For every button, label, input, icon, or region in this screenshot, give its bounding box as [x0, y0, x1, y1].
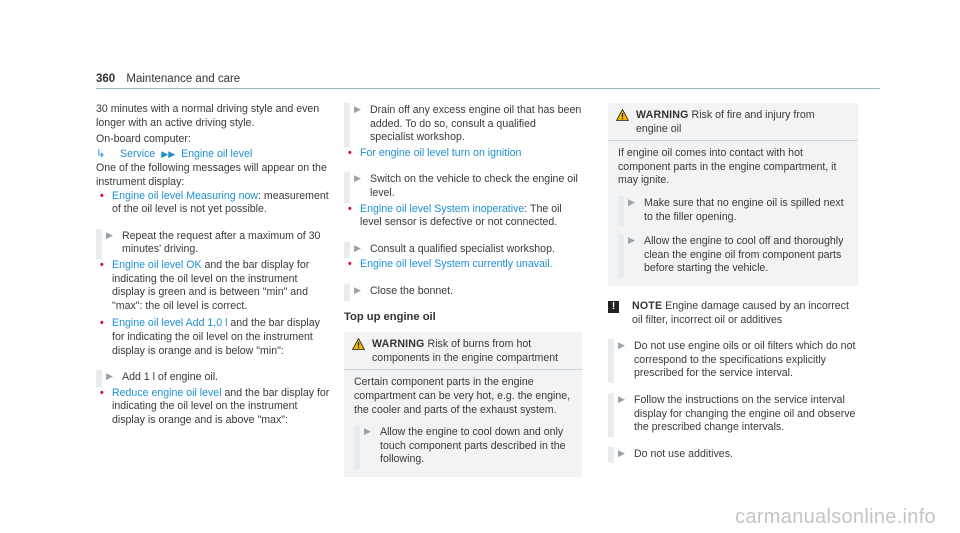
note-title: Engine damage caused by an incorrect oil filter, incorrect oil or additives — [632, 299, 849, 326]
message-description: : The oil level sensor is defective or not connected. — [360, 202, 562, 229]
instruction-step — [344, 242, 582, 259]
warning-triangle-icon — [616, 109, 629, 121]
warning-box — [344, 332, 582, 477]
step-arrow-icon: ▶ — [618, 393, 625, 404]
step-arrow-icon: ▶ — [354, 242, 361, 253]
warning-title: Risk of burns from hot components in the engine compartment — [372, 338, 559, 364]
message-text: Engine oil level Add 1,0 l — [112, 317, 228, 330]
step-text: Allow the engine to cool off and thoroughly clean the engine oil from component parts before starting the vehicle. — [644, 235, 844, 275]
bullet-icon: • — [100, 189, 104, 202]
step-text: Switch on the vehicle to check the engine oil level. — [370, 173, 578, 199]
bullet-icon: • — [100, 386, 104, 399]
paragraph: On-board computer: — [96, 133, 191, 146]
list-item — [344, 147, 582, 161]
bullet-icon: • — [348, 202, 352, 215]
bullet-icon: • — [100, 258, 104, 271]
column-3 — [608, 103, 858, 463]
step-arrow-icon: ▶ — [618, 447, 625, 458]
instruction-step — [344, 172, 582, 202]
instruction-step — [344, 103, 582, 147]
watermark: carmanualsonline.info — [735, 506, 936, 529]
exclamation-icon: ! — [608, 301, 619, 313]
section-heading: Top up engine oil — [344, 310, 436, 323]
step-text: Follow the instructions on the service interval display for changing the engine oil and observe the prescribed change intervals. — [634, 393, 856, 434]
bullet-icon: • — [100, 317, 104, 330]
step-text: Repeat the request after a maximum of 30 minutes' driving. — [122, 229, 321, 256]
warning-text: Certain component parts in the engine compartment can be very hot, e.g. the engine, the cooler and parts of the exhaust system. — [354, 376, 571, 416]
paragraph: 30 minutes with a normal driving style and even longer with an active driving style. — [96, 103, 320, 129]
bullet-icon: • — [348, 146, 352, 159]
warning-body — [608, 141, 858, 286]
step-arrow-icon: ▶ — [106, 371, 113, 382]
warning-body — [344, 370, 582, 477]
instruction-step — [608, 393, 858, 437]
instruction-step — [608, 339, 858, 383]
step-arrow-icon: ▶ — [354, 284, 361, 295]
instruction-step — [618, 196, 848, 226]
warning-box — [608, 103, 858, 286]
menu-item-service[interactable]: Service — [120, 147, 156, 160]
note-box — [608, 300, 858, 327]
list-item — [344, 258, 582, 272]
page-number: 360 — [96, 73, 116, 85]
page-header — [96, 73, 240, 87]
paragraph: One of the following messages will appear on the instrument display: — [96, 162, 327, 188]
warning-header — [608, 103, 858, 141]
step-arrow-icon: ▶ — [106, 229, 113, 240]
list-item — [96, 387, 330, 428]
double-chevron-icon: ▶▶ — [161, 148, 176, 159]
step-arrow-icon: ▶ — [354, 173, 361, 184]
step-arrow-icon: ▶ — [628, 235, 635, 246]
step-text: Do not use additives. — [634, 447, 733, 460]
instruction-step — [344, 284, 582, 301]
step-text: Add 1 l of engine oil. — [122, 371, 219, 384]
menu-item-engine-oil-level[interactable]: Engine oil level — [181, 147, 253, 160]
step-arrow-icon: ▶ — [628, 196, 635, 207]
instruction-step — [618, 234, 848, 278]
note-keyword: NOTE — [632, 299, 663, 312]
step-arrow-icon: ▶ — [354, 104, 361, 114]
message-text: Engine oil level System currently unavail. — [360, 258, 553, 271]
message-description: and the bar display for indicating the oil level on the instrument display is orange and is below "min": — [112, 317, 320, 357]
message-text: Reduce engine oil level — [112, 386, 222, 399]
message-description: : measurement of the oil level is not yet possible. — [112, 189, 329, 216]
warning-keyword: WARNING — [372, 338, 425, 351]
warning-triangle-icon — [352, 338, 365, 350]
step-text: Allow the engine to cool down and only touch component parts described in the following. — [380, 426, 566, 466]
step-text: Drain off any excess engine oil that has been added. To do so, consult a qualified specialist workshop. — [370, 104, 582, 144]
message-description: and the bar display for indicating the oil level on the instrument display is green and is between "min" and "max": the oil level is correct. — [112, 258, 310, 312]
bullet-icon: • — [348, 258, 352, 271]
column-2 — [344, 103, 582, 477]
warning-keyword: WARNING — [636, 109, 689, 121]
list-item — [96, 190, 330, 217]
instruction-step — [96, 229, 330, 259]
column-1 — [96, 103, 330, 427]
warning-header — [344, 332, 582, 370]
list-item — [344, 203, 582, 230]
warning-title: Risk of fire and injury from engine oil — [636, 109, 815, 135]
message-text: For engine oil level turn on ignition — [360, 146, 522, 159]
warning-text: If engine oil comes into contact with hot component parts in the engine compartment, it may ignite. — [618, 147, 837, 187]
menu-arrow-icon: ↳ — [96, 147, 106, 160]
instruction-step — [608, 447, 858, 464]
instruction-step — [354, 425, 572, 469]
message-text: Engine oil level OK — [112, 258, 202, 271]
message-text: Engine oil level System inoperative — [360, 202, 525, 215]
step-text: Do not use engine oils or oil filters which do not correspond to the specifications explicitly prescribed for the service interval. — [634, 340, 856, 380]
header-rule — [96, 88, 880, 89]
instruction-step — [96, 370, 330, 387]
list-item — [96, 317, 330, 358]
message-description: and the bar display for indicating the oil level on the instrument display is orange and is above "max": — [112, 386, 330, 426]
step-arrow-icon: ▶ — [364, 426, 371, 437]
step-text: Make sure that no engine oil is spilled next to the filler opening. — [644, 196, 844, 223]
menu-path — [96, 148, 330, 162]
list-item — [96, 259, 330, 313]
step-arrow-icon: ▶ — [618, 340, 625, 351]
step-text: Consult a qualified specialist workshop. — [370, 242, 555, 255]
section-title: Maintenance and care — [126, 73, 241, 85]
message-text: Engine oil level Measuring now — [112, 189, 259, 202]
step-text: Close the bonnet. — [370, 284, 454, 297]
